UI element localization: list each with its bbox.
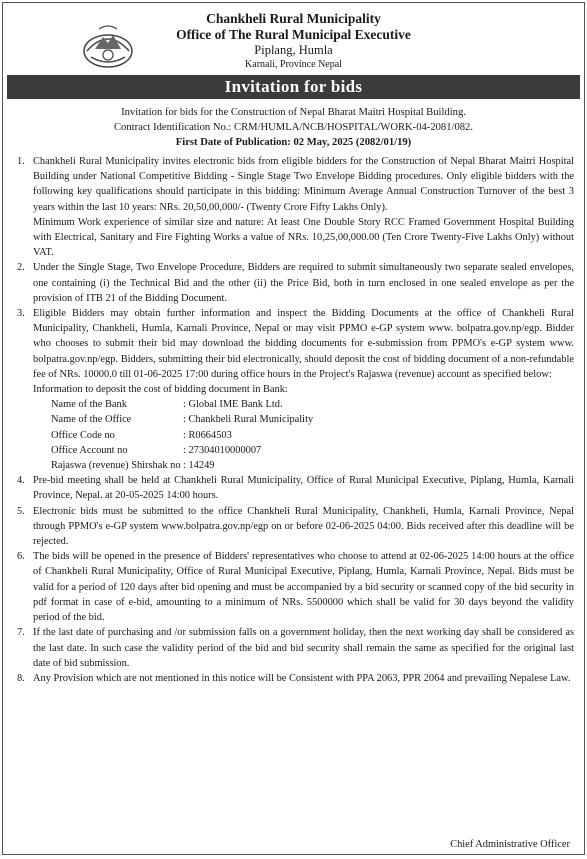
item-text: Minimum Work experience of similar size and nature: At least One Double Story RCC Framed Government Hospital Building with Electrical, Sanitary and Fire Fighting Works a value of NRs. 10,25,00,000.00 (Ten Crore Twenty-Five Lakhs Only) without VAT. bbox=[33, 216, 574, 259]
list-item bbox=[11, 473, 574, 503]
item-text: If the last date of purchasing and /or submission falls on a government holiday, then the next working day shall be considered as the last date. In such case the validity period of the bid and bid security shall remain the same as specified for the original last date of bid submission. bbox=[33, 627, 574, 669]
item-text: Under the Single Stage, Two Envelope Procedure, Bidders are required to submit simultaneously two separate sealed envelopes, one containing (i) the Technical Bid and the other (ii) the Price Bid, both in turn enclosed in one sealed envelope as per the provision of ITB 21 of the Bidding Document. bbox=[33, 262, 574, 304]
bank-value: : Chankheli Rural Municipality bbox=[183, 414, 314, 426]
list-item bbox=[11, 671, 574, 686]
table-row bbox=[33, 397, 574, 412]
item-text: The bids will be opened in the presence of Bidders' representatives who choose to attend at 02-06-2025 14:00 hours at the office of Chankheli Rural Municipality, Office of Rural Municipal Executive, Piplang, Humla, Karnali Province, Nepal. Bids must be valid for a period of 120 days after bid opening and must be accompanied by a bid security or scanned copy of the bid security in pdf format in case of e-bid, amounting to a minimum of NRs. 5500000 which shall be valid for 30 days beyond the validity period of the bid. bbox=[33, 551, 574, 624]
item-number: 3. bbox=[17, 308, 25, 320]
office-province: Karnali, Province Nepal bbox=[245, 59, 342, 70]
office-name: Office of The Rural Municipal Executive bbox=[176, 27, 411, 42]
table-row bbox=[33, 428, 574, 443]
item-number: 2. bbox=[17, 262, 25, 274]
bank-key: Name of the Bank bbox=[51, 399, 127, 411]
bank-info-heading: Information to deposit the cost of bidding document in Bank: bbox=[33, 384, 288, 396]
bank-key: Office Account no bbox=[51, 444, 128, 456]
office-place: Piplang, Humla bbox=[254, 43, 333, 57]
table-row bbox=[33, 443, 574, 458]
intro-line-3: First Date of Publication: 02 May, 2025 (2082/01/19) bbox=[175, 137, 412, 148]
table-row bbox=[33, 458, 574, 473]
list-item bbox=[11, 154, 574, 260]
intro-line-2: Contract Identification No.: CRM/HUMLA/NCB/HOSPITAL/WORK-04-2081/082. bbox=[113, 122, 474, 133]
org-name: Chankheli Rural Municipality bbox=[206, 11, 381, 26]
intro bbox=[3, 105, 584, 150]
bank-value: : R0664503 bbox=[183, 429, 232, 441]
item-number: 8. bbox=[17, 672, 25, 684]
item-text: Electronic bids must be submitted to the office Chankheli Rural Municipality, Chankheli, Humla, Karnali Province, Nepal through PPMO's e-GP system www.bolpatra.gov.np/egp on or before 02-06-2025 04:00. Bids received after this deadline will be rejected. bbox=[33, 505, 574, 548]
bank-key: Name of the Office bbox=[51, 414, 132, 426]
bank-value: : Global IME Bank Ltd. bbox=[183, 399, 283, 411]
item-number: 7. bbox=[17, 627, 25, 639]
item-number: 1. bbox=[17, 156, 25, 167]
header bbox=[3, 3, 584, 73]
intro-line-1: Invitation for bids for the Construction of Nepal Bharat Maitri Hospital Building. bbox=[121, 107, 466, 118]
notice-items bbox=[11, 154, 574, 686]
bank-value: : 14249 bbox=[183, 460, 215, 472]
bank-key: Office Code no bbox=[51, 429, 115, 441]
table-row bbox=[33, 412, 574, 427]
bank-info-table bbox=[33, 397, 574, 473]
list-item bbox=[11, 625, 574, 671]
signature-title: Chief Administrative Officer bbox=[450, 839, 570, 850]
item-text: Eligible Bidders may obtain further information and inspect the Bidding Documents at the office of Chankheli Rural Municipality, Chankheli, Humla, Karnali Province, Nepal or may visit PPMO e-GP system www. bolpatra.gov.np/egp. Bidder who chooses to submit their bid may download the bidding documents for e-submission from PPMO's e-GP system www. bolpatra.gov.np/egp. Bidders, submitting their bid electronically, should deposit the cost of bidding document of a non-refundable fee of NRs. 10000.0 till 01-06-2025 17:00 during office hours in the Project's Rajaswa (revenue) account as specified below: bbox=[33, 308, 574, 380]
bank-value: : 27304010000007 bbox=[183, 444, 262, 456]
item-text: Chankheli Rural Municipality invites electronic bids from eligible bidders for the Construction of Nepal Bharat Maitri Hospital Building under National Competitive Bidding - Single Stage Two Envelope Bidding procedures. Only eligible bidders with the following key qualifications should participate in this bidding: Minimum Average Annual Construction Turnover of the best 3 years within the last 10 years: NRs. 20,50,00,000/- (Twenty Crore Fifty Lakhs Only). bbox=[33, 156, 574, 213]
list-item bbox=[11, 306, 574, 473]
notice-page bbox=[2, 2, 585, 855]
list-item bbox=[11, 260, 574, 306]
item-number: 6. bbox=[17, 551, 25, 563]
list-item bbox=[11, 549, 574, 625]
notice-title: Invitation for bids bbox=[7, 75, 580, 99]
item-number: 4. bbox=[17, 475, 25, 487]
list-item bbox=[11, 504, 574, 550]
item-text: Any Provision which are not mentioned in this notice will be Consistent with PPA 2063, PPR 2064 and prevailing Nepalese Law. bbox=[33, 672, 571, 684]
bank-key: Rajaswa (revenue) Shirshak no bbox=[51, 460, 181, 472]
item-number: 5. bbox=[17, 505, 25, 517]
item-text: Pre-bid meeting shall be held at Chankheli Rural Municipality, Office of Rural Municipal Executive, Piplang, Humla, Karnali Province, Nepal. at 20-05-2025 14:00 hours. bbox=[33, 475, 574, 502]
